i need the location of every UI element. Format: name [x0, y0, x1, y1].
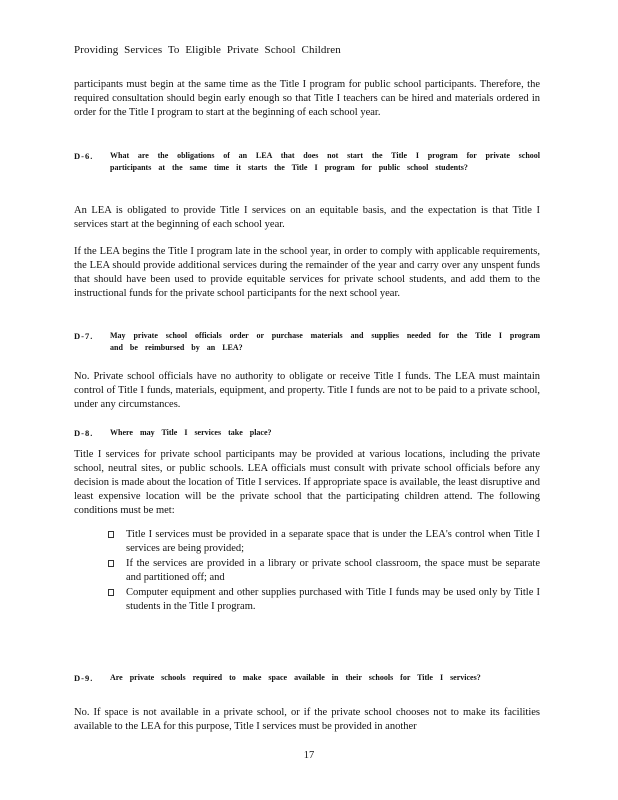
question-text: What are the obligations of an LEA that does not start the Title I program for private school participants at the same time it starts the Title I program for public school students?	[110, 151, 540, 172]
answer-d8: Title I services for private school participants may be provided at various locations, including the private school, neutral sites, or public schools. LEA officials must consult with private school officials before any decision is made about the location of Title I services. If appropriate space is available, the least disruptive and least expensive location will be the private school that the participating children attend. The following conditions must be met:	[74, 449, 540, 516]
list-item-text: Title I services must be provided in a separate space that is under the LEA's control when Title I services are being provided;	[126, 529, 540, 554]
bullet-box-icon	[108, 560, 114, 567]
bullet-box-icon	[108, 589, 114, 596]
answer-d9: No. If space is not available in a private school, or if the private school chooses not to make its facilities available to the LEA for this purpose, Title I services must be provided in another	[74, 707, 540, 732]
list-item-text: If the services are provided in a library or private school classroom, the space must be separate and partitioned off; and	[126, 558, 540, 583]
running-header: Providing Services To Eligible Private School Children	[74, 44, 341, 56]
question-d6	[74, 150, 540, 174]
question-d7	[74, 330, 540, 354]
question-d9	[74, 672, 540, 684]
question-number: D-8.	[74, 428, 94, 438]
question-number: D-7.	[74, 331, 94, 341]
conditions-list	[108, 528, 540, 615]
question-d8	[74, 427, 540, 439]
bullet-box-icon	[108, 531, 114, 538]
question-text: Are private schools required to make space available in their schools for Title I services?	[110, 673, 481, 682]
paragraph-intro: participants must begin at the same time as the Title I program for public school participants. Therefore, the required consultation should begin early enough so that Title I teachers can be hired and materials ordered in order for the Title I program to start at the beginning of each school year.	[74, 79, 540, 118]
answer-d7: No. Private school officials have no authority to obligate or receive Title I funds. The LEA must maintain control of Title I funds, materials, equipment, and property. Title I funds are not to be paid to a private school, under any circumstances.	[74, 371, 540, 410]
list-item	[108, 528, 540, 556]
answer-d6-paragraph-2: If the LEA begins the Title I program late in the school year, in order to comply with applicable requirements, the LEA should provide additional services during the remainder of the year and carry over any unspent funds that should have been used to provide equitable services for private school students, and add them to the instructional funds for the private school participants for the next school year.	[74, 246, 540, 299]
question-number: D-9.	[74, 673, 94, 683]
page-number: 17	[303, 750, 315, 761]
list-item	[108, 557, 540, 585]
question-number: D-6.	[74, 151, 94, 161]
list-item	[108, 586, 540, 614]
question-text: May private school officials order or purchase materials and supplies needed for the Title I program and be reimbursed by an LEA?	[110, 331, 540, 352]
answer-d6-paragraph-1: An LEA is obligated to provide Title I services on an equitable basis, and the expectation is that Title I services start at the beginning of each school year.	[74, 205, 540, 230]
list-item-text: Computer equipment and other supplies purchased with Title I funds may be used only by Title I students in the Title I program.	[126, 587, 540, 612]
question-text: Where may Title I services take place?	[110, 428, 272, 437]
